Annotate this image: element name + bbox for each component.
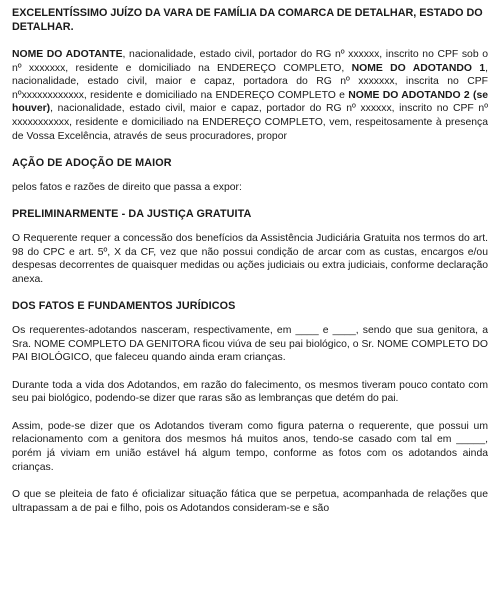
preliminary-paragraph: O Requerente requer a concessão dos benefícios da Assistência Judiciária Gratuita nos termos do art. 98 do CPC e art. 5º, X da CF, vez que não possui condição de arcar com as custas, encargos e/ou despesas decorrentes de quaisquer medidas ou ações judiciais ou extra judiciais, conforme declaração anexa. — [12, 232, 488, 285]
adoptee2-name: NOME DO ADOTANDO 2 (se houver) — [12, 89, 488, 115]
document-page — [12, 6, 488, 515]
facts-paragraph-1: Os requerentes-adotandos nasceram, respectivamente, em ____ e ____, sendo que sua genitora, a Sra. NOME COMPLETO DA GENITORA ficou viúva de seu pai biológico, o Sr. NOME COMPLETO DO PAI BIOLÓGICO, que faleceu quando ainda eram crianças. — [12, 324, 488, 364]
action-intro: pelos fatos e razões de direito que passa a expor: — [12, 181, 242, 193]
facts-paragraph-3: Assim, pode-se dizer que os Adotandos tiveram como figura paterna o requerente, que possui um relacionamento com a genitora dos mesmos há muitos anos, tendo-se casado com tal em _____, porém já viviam em união estável há algum tempo, conforme as fotos com os adotandos ainda crianças. — [12, 420, 488, 473]
qualification-text-2: , nacionalidade, estado civil, maior e capaz, portadora do RG nº xxxxxxx, inscrita no CPF nºxxxxxxxxxxxx, residente e domiciliado na ENDEREÇO COMPLETO e — [12, 62, 488, 101]
qualification-text-1: , nacionalidade, estado civil, portador do RG nº xxxxxx, inscrito no CPF sob o nº xxxxxxx, residente e domiciliado na ENDEREÇO COMPLETO, — [12, 49, 488, 74]
adoptee1-name: NOME DO ADOTANDO 1 — [351, 62, 486, 74]
court-heading: EXCELENTÍSSIMO JUÍZO DA VARA DE FAMÍLIA DA COMARCA DE DETALHAR, ESTADO DO DETALHAR. — [12, 7, 483, 33]
facts-paragraph-4: O que se pleiteia de fato é oficializar situação fática que se perpetua, acompanhada de relações que ultrapassam a de pai e filho, pois os Adotandos consideram-se e são — [12, 489, 488, 514]
adopter-name: NOME DO ADOTANTE — [12, 49, 123, 60]
qualification-paragraph — [12, 48, 488, 143]
facts-title: DOS FATOS E FUNDAMENTOS JURÍDICOS — [12, 300, 236, 313]
preliminary-title: PRELIMINARMENTE - DA JUSTIÇA GRATUITA — [12, 208, 252, 221]
facts-paragraph-2: Durante toda a vida dos Adotandos, em razão do falecimento, os mesmos tiveram pouco contato com seu pai biológico, podendo-se dizer que raras são as lembranças que detém do pai. — [12, 379, 488, 405]
action-title: AÇÃO DE ADOÇÃO DE MAIOR — [12, 157, 172, 170]
qualification-text-3: , nacionalidade, estado civil, maior e capaz, portador do RG nº xxxxxx, inscrito no CPF nº xxxxxxxxxxx, residente e domiciliado na ENDEREÇO COMPLETO, vem, respeitosamente à presença de Vossa Excelência, através de seus procuradores, propor — [12, 103, 488, 142]
